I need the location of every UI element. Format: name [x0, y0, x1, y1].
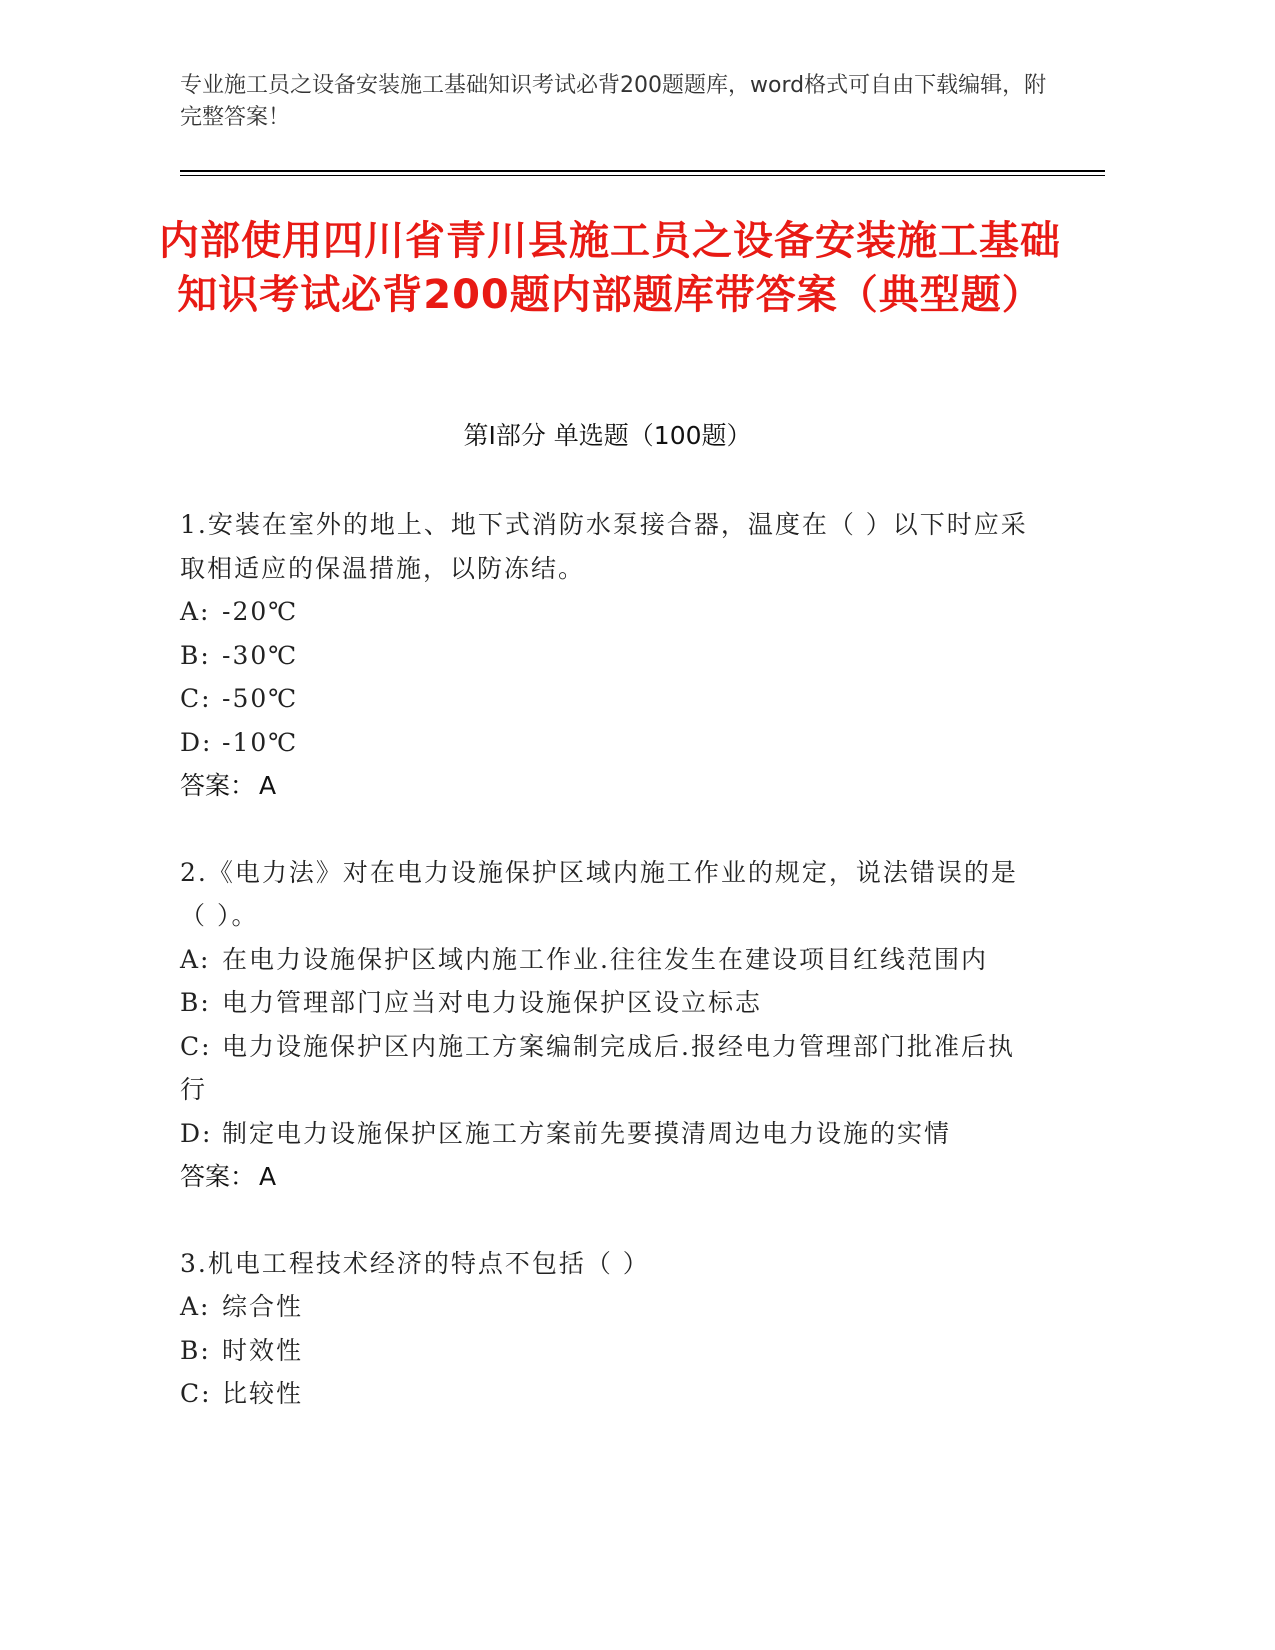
option-letter: D:: [180, 727, 213, 757]
option-letter: A:: [180, 1292, 211, 1321]
header-rule-thin: [180, 175, 1105, 176]
question-list: [180, 503, 1040, 1459]
option-letter: B:: [180, 988, 211, 1017]
option-letter: C:: [180, 1031, 212, 1061]
option-b: [180, 1329, 1040, 1373]
option-text: -20℃: [222, 597, 299, 626]
answer-label: 答案：: [180, 771, 256, 800]
option-text: 电力设施保护区内施工方案编制完成后.报经电力管理部门批准后执行: [180, 1031, 1015, 1104]
question-1: [180, 503, 1040, 808]
header-note: 专业施工员之设备安装施工基础知识考试必背200题题库，word格式可自由下载编辑，附完整答案！: [180, 73, 1047, 130]
option-letter: C:: [180, 1379, 212, 1408]
option-letter: C:: [180, 684, 212, 713]
option-text: -10℃: [222, 727, 299, 757]
answer-value: A: [259, 771, 277, 800]
question-text: 3.机电工程技术经济的特点不包括（ ）: [180, 1248, 650, 1278]
question-3: [180, 1242, 1040, 1416]
question-text: 2.《电力法》对在电力设施保护区域内施工作业的规定，说法错误的是（ ）。: [180, 857, 1018, 930]
question-text: 1.安装在室外的地上、地下式消防水泵接合器，温度在（ ）以下时应采取相适应的保温措施，以防冻结。: [180, 510, 1028, 583]
header-rule-thick: [180, 170, 1105, 172]
option-b: [180, 981, 1040, 1025]
option-c: [180, 1025, 1040, 1112]
section-title: 第Ⅰ部分 单选题（100题）: [463, 421, 752, 450]
option-letter: D:: [180, 1118, 213, 1148]
option-a: [180, 590, 1040, 634]
option-text: 电力管理部门应当对电力设施保护区设立标志: [222, 988, 763, 1017]
question-2: [180, 851, 1040, 1199]
option-text: 时效性: [222, 1335, 304, 1365]
option-text: -30℃: [222, 640, 299, 670]
option-text: 在电力设施保护区域内施工作业.往往发生在建设项目红线范围内: [222, 944, 988, 974]
option-c: [180, 677, 1040, 721]
option-c: [180, 1372, 1040, 1416]
answer-line: [180, 1155, 1040, 1199]
answer-label: 答案：: [180, 1162, 256, 1191]
option-text: 制定电力设施保护区施工方案前先要摸清周边电力设施的实情: [222, 1118, 952, 1148]
option-text: 比较性: [222, 1379, 304, 1408]
option-letter: B:: [180, 640, 211, 670]
option-a: [180, 1285, 1040, 1329]
option-letter: B:: [180, 1335, 211, 1365]
option-d: [180, 1112, 1040, 1156]
document-title: 内部使用四川省青川县施工员之设备安装施工基础知识考试必背200题内部题库带答案（典型题）: [159, 218, 1061, 318]
option-d: [180, 721, 1040, 765]
answer-value: A: [259, 1162, 277, 1191]
option-b: [180, 634, 1040, 678]
option-text: -50℃: [222, 684, 299, 713]
answer-line: [180, 764, 1040, 808]
option-a: [180, 938, 1040, 982]
option-letter: A:: [180, 597, 211, 626]
option-text: 综合性: [222, 1292, 304, 1321]
option-letter: A:: [180, 944, 211, 974]
